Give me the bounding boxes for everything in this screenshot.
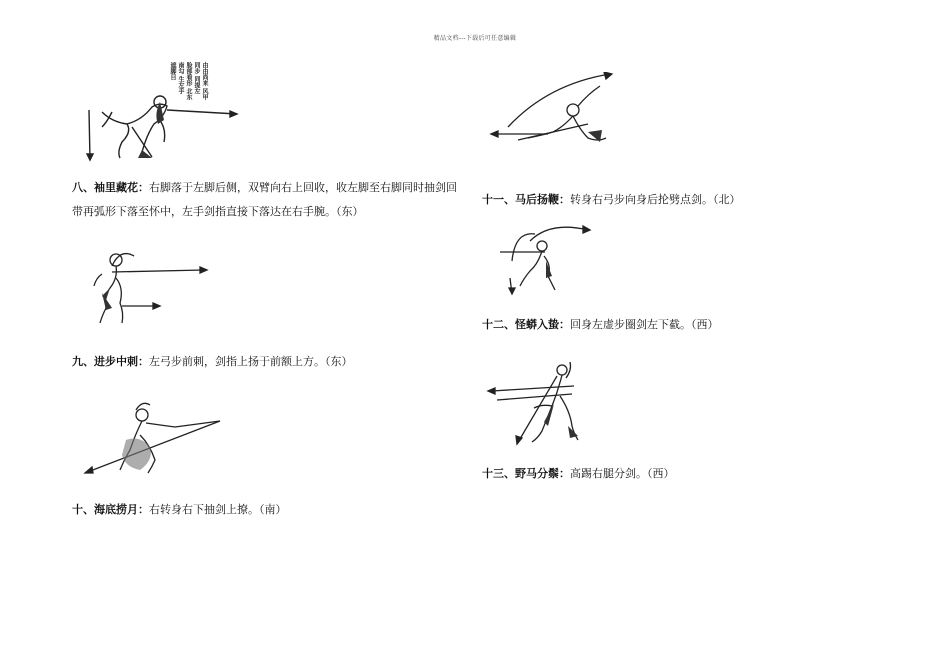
figure8-calligraphy [168, 62, 208, 102]
section-13-caption [482, 462, 902, 486]
figure-sword-move-11 [488, 72, 618, 157]
section-8-title: 八、袖里藏花： [72, 181, 149, 194]
figure-sword-move-10 [80, 395, 230, 480]
calligraphy-col: 脸部看形 [185, 62, 192, 86]
calligraphy-col: 遮脚目 [169, 62, 176, 80]
section-13-title: 十三、野马分鬃： [482, 467, 570, 480]
figure-sword-move-12 [490, 216, 595, 296]
section-8-body-line1: 右脚落于左脚后侧，双臂向右上回收，收左脚至右脚同时抽剑回 [149, 181, 457, 194]
calligraphy-col: 同提左 [193, 76, 200, 95]
section-11-caption [482, 188, 902, 212]
figure-sword-move-8 [72, 62, 247, 167]
section-10-title: 十、海底捞月： [72, 503, 149, 516]
document-header: 精品文档---下载后可任意编辑 [433, 35, 517, 42]
calligraphy-col: 生左手 [177, 76, 184, 95]
calligraphy-col: 风甲同步 [193, 62, 208, 101]
section-12-title: 十二、怪蟒入蛰： [482, 318, 570, 331]
section-11-title: 十一、马后扬鞭： [482, 193, 570, 206]
section-8-body-line2: 带再弧形下落至怀中，左手剑指直接下落达在右手腕。（东） [72, 205, 364, 218]
section-10-caption [72, 498, 472, 522]
figure-sword-move-13 [482, 356, 592, 448]
section-11-body: 转身右弓步向身后抡劈点剑。（北） [570, 193, 741, 206]
section-9-body: 左弓步前刺，剑指上扬于前额上方。（东） [149, 355, 353, 368]
section-9-caption [72, 350, 472, 374]
section-10-body: 右转身右下抽剑上撩。（南） [149, 503, 287, 516]
section-13-body: 高踢右腿分剑。（西） [570, 467, 675, 480]
calligraphy-col: 由由尚来 [201, 62, 208, 86]
figure-sword-move-9 [72, 238, 217, 328]
section-12-body: 回身左虚步圈剑左下截。（西） [570, 318, 719, 331]
calligraphy-col: 北东南勾 [177, 62, 192, 101]
section-12-caption [482, 313, 902, 337]
section-9-title: 九、进步中刺： [72, 355, 149, 368]
section-8-caption [72, 176, 472, 224]
